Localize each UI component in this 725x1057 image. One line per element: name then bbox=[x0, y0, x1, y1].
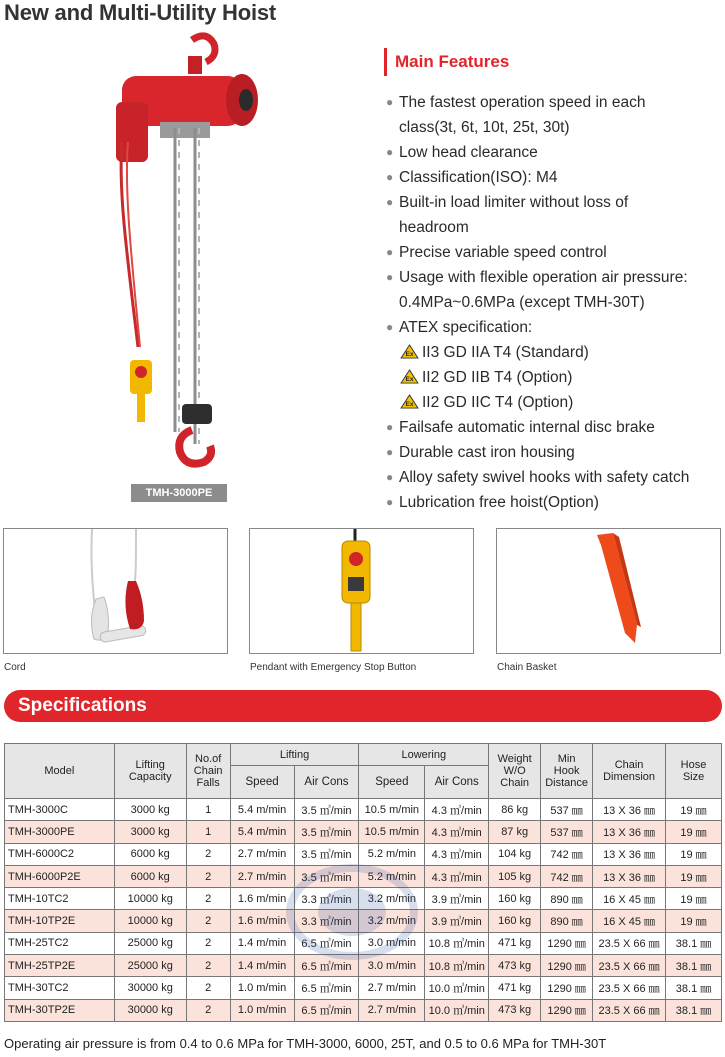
cell-model: TMH-25TP2E bbox=[5, 955, 115, 977]
bullet-icon: ● bbox=[386, 270, 394, 284]
feature-item: ● Classification(ISO): M4 bbox=[384, 165, 724, 190]
bullet-icon: ● bbox=[386, 145, 394, 159]
table-row bbox=[5, 843, 722, 865]
cell-model: TMH-25TC2 bbox=[5, 932, 115, 954]
pendant-image bbox=[249, 528, 474, 654]
cell-model: TMH-30TC2 bbox=[5, 977, 115, 999]
cell-lower-speed: 3.2 m/min bbox=[359, 910, 425, 932]
svg-text:Ex: Ex bbox=[405, 401, 414, 409]
feature-list bbox=[384, 90, 724, 515]
col-lifting-air-cons: Air Cons bbox=[294, 766, 359, 799]
cell-falls: 2 bbox=[186, 910, 230, 932]
bullet-icon: ● bbox=[386, 195, 394, 209]
atex-item: Ex II2 GD IIC T4 (Option) bbox=[384, 390, 724, 415]
cell-lower-air: 10.8 ㎥/min bbox=[425, 932, 489, 954]
cell-chain: 13 X 36 ㎜ bbox=[593, 821, 666, 843]
cell-model: TMH-3000C bbox=[5, 799, 115, 821]
table-row bbox=[5, 799, 722, 821]
bullet-icon: ● bbox=[386, 170, 394, 184]
cell-model: TMH-30TP2E bbox=[5, 999, 115, 1021]
cell-lift-speed: 1.0 m/min bbox=[230, 999, 294, 1021]
cell-lower-speed: 3.2 m/min bbox=[359, 888, 425, 910]
cell-lift-speed: 1.4 m/min bbox=[230, 932, 294, 954]
feature-item: ● Lubrication free hoist(Option) bbox=[384, 490, 724, 515]
cell-falls: 2 bbox=[186, 865, 230, 887]
cell-falls: 1 bbox=[186, 821, 230, 843]
cell-capacity: 30000 kg bbox=[114, 977, 186, 999]
feature-item: ● Usage with flexible operation air pressure: bbox=[384, 265, 724, 290]
table-row bbox=[5, 865, 722, 887]
cell-lift-air: 3.5 ㎥/min bbox=[294, 821, 359, 843]
footnote: Operating air pressure is from 0.4 to 0.6 MPa for TMH-3000, 6000, 25T, and 0.5 to 0.6 MPa for TMH-30T bbox=[4, 1036, 607, 1051]
table-row bbox=[5, 821, 722, 843]
cell-lower-air: 4.3 ㎥/min bbox=[425, 865, 489, 887]
cell-capacity: 10000 kg bbox=[114, 888, 186, 910]
cell-lift-speed: 1.6 m/min bbox=[230, 910, 294, 932]
bullet-icon: ● bbox=[386, 245, 394, 259]
table-row bbox=[5, 977, 722, 999]
bullet-icon: ● bbox=[386, 445, 394, 459]
cell-lower-air: 3.9 ㎥/min bbox=[425, 910, 489, 932]
bullet-icon: ● bbox=[386, 320, 394, 334]
cell-lower-speed: 10.5 m/min bbox=[359, 799, 425, 821]
cell-weight: 104 kg bbox=[489, 843, 541, 865]
cell-hose: 19 ㎜ bbox=[666, 821, 722, 843]
cell-hook: 742 ㎜ bbox=[541, 843, 593, 865]
cell-hose: 38.1 ㎜ bbox=[666, 932, 722, 954]
pendant-label: Pendant with Emergency Stop Button bbox=[250, 662, 417, 673]
cell-lower-air: 3.9 ㎥/min bbox=[425, 888, 489, 910]
cell-model: TMH-6000P2E bbox=[5, 865, 115, 887]
bullet-icon: ● bbox=[386, 95, 394, 109]
cell-hose: 38.1 ㎜ bbox=[666, 999, 722, 1021]
cell-hose: 19 ㎜ bbox=[666, 865, 722, 887]
cell-chain: 16 X 45 ㎜ bbox=[593, 888, 666, 910]
cell-capacity: 3000 kg bbox=[114, 799, 186, 821]
col-weight: Weight W/O Chain bbox=[489, 744, 541, 799]
cell-lift-air: 3.5 ㎥/min bbox=[294, 843, 359, 865]
cell-model: TMH-10TC2 bbox=[5, 888, 115, 910]
cell-hose: 19 ㎜ bbox=[666, 843, 722, 865]
hoist-product-image bbox=[100, 32, 270, 482]
feature-item: ● ATEX specification: bbox=[384, 315, 724, 340]
cell-hook: 537 ㎜ bbox=[541, 821, 593, 843]
cell-lift-speed: 2.7 m/min bbox=[230, 865, 294, 887]
cell-hose: 38.1 ㎜ bbox=[666, 955, 722, 977]
cell-lift-speed: 1.6 m/min bbox=[230, 888, 294, 910]
cell-capacity: 10000 kg bbox=[114, 910, 186, 932]
atex-item: Ex II3 GD IIA T4 (Standard) bbox=[384, 340, 724, 365]
cell-falls: 2 bbox=[186, 999, 230, 1021]
feature-item: ● The fastest operation speed in each bbox=[384, 90, 724, 115]
cell-falls: 2 bbox=[186, 977, 230, 999]
cell-hook: 1290 ㎜ bbox=[541, 977, 593, 999]
cell-lift-speed: 1.4 m/min bbox=[230, 955, 294, 977]
cell-chain: 16 X 45 ㎜ bbox=[593, 910, 666, 932]
cell-falls: 2 bbox=[186, 888, 230, 910]
feature-item: ● Failsafe automatic internal disc brake bbox=[384, 415, 724, 440]
col-lifting-speed: Speed bbox=[230, 766, 294, 799]
cell-capacity: 6000 kg bbox=[114, 865, 186, 887]
cell-lower-air: 4.3 ㎥/min bbox=[425, 799, 489, 821]
cell-hook: 890 ㎜ bbox=[541, 910, 593, 932]
cell-lift-air: 3.3 ㎥/min bbox=[294, 888, 359, 910]
cell-weight: 471 kg bbox=[489, 932, 541, 954]
cell-chain: 23.5 X 66 ㎜ bbox=[593, 955, 666, 977]
table-row bbox=[5, 888, 722, 910]
specifications-heading: Specifications bbox=[4, 690, 722, 722]
specifications-table bbox=[4, 743, 722, 1022]
feature-item: headroom bbox=[399, 219, 469, 236]
cell-weight: 160 kg bbox=[489, 888, 541, 910]
feature-item: ● Durable cast iron housing bbox=[384, 440, 724, 465]
cell-lower-air: 10.0 ㎥/min bbox=[425, 977, 489, 999]
cell-lift-air: 3.5 ㎥/min bbox=[294, 799, 359, 821]
col-lowering-speed: Speed bbox=[359, 766, 425, 799]
cell-hook: 537 ㎜ bbox=[541, 799, 593, 821]
table-row bbox=[5, 955, 722, 977]
ex-atex-icon bbox=[400, 394, 419, 409]
cell-hook: 1290 ㎜ bbox=[541, 999, 593, 1021]
cell-weight: 87 kg bbox=[489, 821, 541, 843]
chain-basket-image bbox=[496, 528, 721, 654]
cell-lower-speed: 5.2 m/min bbox=[359, 843, 425, 865]
svg-text:Ex: Ex bbox=[405, 351, 414, 359]
col-chain-dimension: Chain Dimension bbox=[593, 744, 666, 799]
cell-model: TMH-3000PE bbox=[5, 821, 115, 843]
cell-capacity: 25000 kg bbox=[114, 955, 186, 977]
col-model: Model bbox=[5, 744, 115, 799]
cell-lift-speed: 5.4 m/min bbox=[230, 821, 294, 843]
feature-item: ● Built-in load limiter without loss of bbox=[384, 190, 724, 215]
cell-lower-speed: 5.2 m/min bbox=[359, 865, 425, 887]
bullet-icon: ● bbox=[386, 420, 394, 434]
page-title: New and Multi-Utility Hoist bbox=[4, 0, 277, 25]
cell-lift-air: 3.3 ㎥/min bbox=[294, 910, 359, 932]
cell-capacity: 30000 kg bbox=[114, 999, 186, 1021]
cell-capacity: 3000 kg bbox=[114, 821, 186, 843]
cell-capacity: 6000 kg bbox=[114, 843, 186, 865]
cord-label: Cord bbox=[4, 662, 26, 673]
cell-lift-speed: 1.0 m/min bbox=[230, 977, 294, 999]
cell-lower-speed: 3.0 m/min bbox=[359, 955, 425, 977]
cell-model: TMH-10TP2E bbox=[5, 910, 115, 932]
cell-lift-speed: 5.4 m/min bbox=[230, 799, 294, 821]
cell-weight: 86 kg bbox=[489, 799, 541, 821]
col-chain-falls: No.of Chain Falls bbox=[186, 744, 230, 799]
cell-lower-air: 10.8 ㎥/min bbox=[425, 955, 489, 977]
cell-lower-speed: 10.5 m/min bbox=[359, 821, 425, 843]
col-group-lowering: Lowering bbox=[359, 744, 489, 766]
feature-item: ● Alloy safety swivel hooks with safety catch bbox=[384, 465, 724, 490]
cell-hose: 19 ㎜ bbox=[666, 888, 722, 910]
svg-text:Ex: Ex bbox=[405, 376, 414, 384]
product-caption: TMH-3000PE bbox=[131, 484, 227, 502]
bullet-icon: ● bbox=[386, 495, 394, 509]
cell-model: TMH-6000C2 bbox=[5, 843, 115, 865]
cell-lower-speed: 3.0 m/min bbox=[359, 932, 425, 954]
ex-atex-icon bbox=[400, 344, 419, 359]
feature-item: ● Precise variable speed control bbox=[384, 240, 724, 265]
cell-capacity: 25000 kg bbox=[114, 932, 186, 954]
ex-atex-icon bbox=[400, 369, 419, 384]
cell-weight: 105 kg bbox=[489, 865, 541, 887]
cell-hose: 19 ㎜ bbox=[666, 799, 722, 821]
cell-weight: 160 kg bbox=[489, 910, 541, 932]
cell-hose: 19 ㎜ bbox=[666, 910, 722, 932]
main-features-heading: Main Features bbox=[384, 48, 509, 76]
feature-item: class(3t, 6t, 10t, 25t, 30t) bbox=[399, 119, 570, 136]
col-hose-size: Hose Size bbox=[666, 744, 722, 799]
table-row bbox=[5, 932, 722, 954]
cell-weight: 473 kg bbox=[489, 955, 541, 977]
cell-lower-speed: 2.7 m/min bbox=[359, 977, 425, 999]
cell-falls: 2 bbox=[186, 843, 230, 865]
cell-weight: 473 kg bbox=[489, 999, 541, 1021]
cell-lift-air: 6.5 ㎥/min bbox=[294, 977, 359, 999]
feature-item: 0.4MPa~0.6MPa (except TMH-30T) bbox=[399, 294, 645, 311]
cell-falls: 2 bbox=[186, 955, 230, 977]
cell-lower-speed: 2.7 m/min bbox=[359, 999, 425, 1021]
cell-falls: 1 bbox=[186, 799, 230, 821]
cell-hook: 890 ㎜ bbox=[541, 888, 593, 910]
cell-lift-air: 6.5 ㎥/min bbox=[294, 999, 359, 1021]
col-lifting-capacity: Lifting Capacity bbox=[114, 744, 186, 799]
cell-lift-speed: 2.7 m/min bbox=[230, 843, 294, 865]
col-group-lifting: Lifting bbox=[230, 744, 359, 766]
cell-hook: 1290 ㎜ bbox=[541, 932, 593, 954]
cell-lower-air: 10.0 ㎥/min bbox=[425, 999, 489, 1021]
chain-basket-label: Chain Basket bbox=[497, 662, 557, 673]
cell-lower-air: 4.3 ㎥/min bbox=[425, 843, 489, 865]
cell-lift-air: 6.5 ㎥/min bbox=[294, 932, 359, 954]
cell-hose: 38.1 ㎜ bbox=[666, 977, 722, 999]
table-row bbox=[5, 910, 722, 932]
bullet-icon: ● bbox=[386, 470, 394, 484]
feature-item: ● Low head clearance bbox=[384, 140, 724, 165]
cell-lower-air: 4.3 ㎥/min bbox=[425, 821, 489, 843]
col-min-hook-distance: Min Hook Distance bbox=[541, 744, 593, 799]
cell-chain: 13 X 36 ㎜ bbox=[593, 843, 666, 865]
cell-chain: 23.5 X 66 ㎜ bbox=[593, 977, 666, 999]
cell-falls: 2 bbox=[186, 932, 230, 954]
cell-chain: 13 X 36 ㎜ bbox=[593, 799, 666, 821]
table-row bbox=[5, 999, 722, 1021]
cell-chain: 23.5 X 66 ㎜ bbox=[593, 999, 666, 1021]
cell-chain: 23.5 X 66 ㎜ bbox=[593, 932, 666, 954]
cell-hook: 1290 ㎜ bbox=[541, 955, 593, 977]
cord-image bbox=[3, 528, 228, 654]
col-lowering-air-cons: Air Cons bbox=[425, 766, 489, 799]
cell-chain: 13 X 36 ㎜ bbox=[593, 865, 666, 887]
cell-weight: 471 kg bbox=[489, 977, 541, 999]
cell-lift-air: 3.5 ㎥/min bbox=[294, 865, 359, 887]
cell-hook: 742 ㎜ bbox=[541, 865, 593, 887]
cell-lift-air: 6.5 ㎥/min bbox=[294, 955, 359, 977]
atex-item: Ex II2 GD IIB T4 (Option) bbox=[384, 365, 724, 390]
